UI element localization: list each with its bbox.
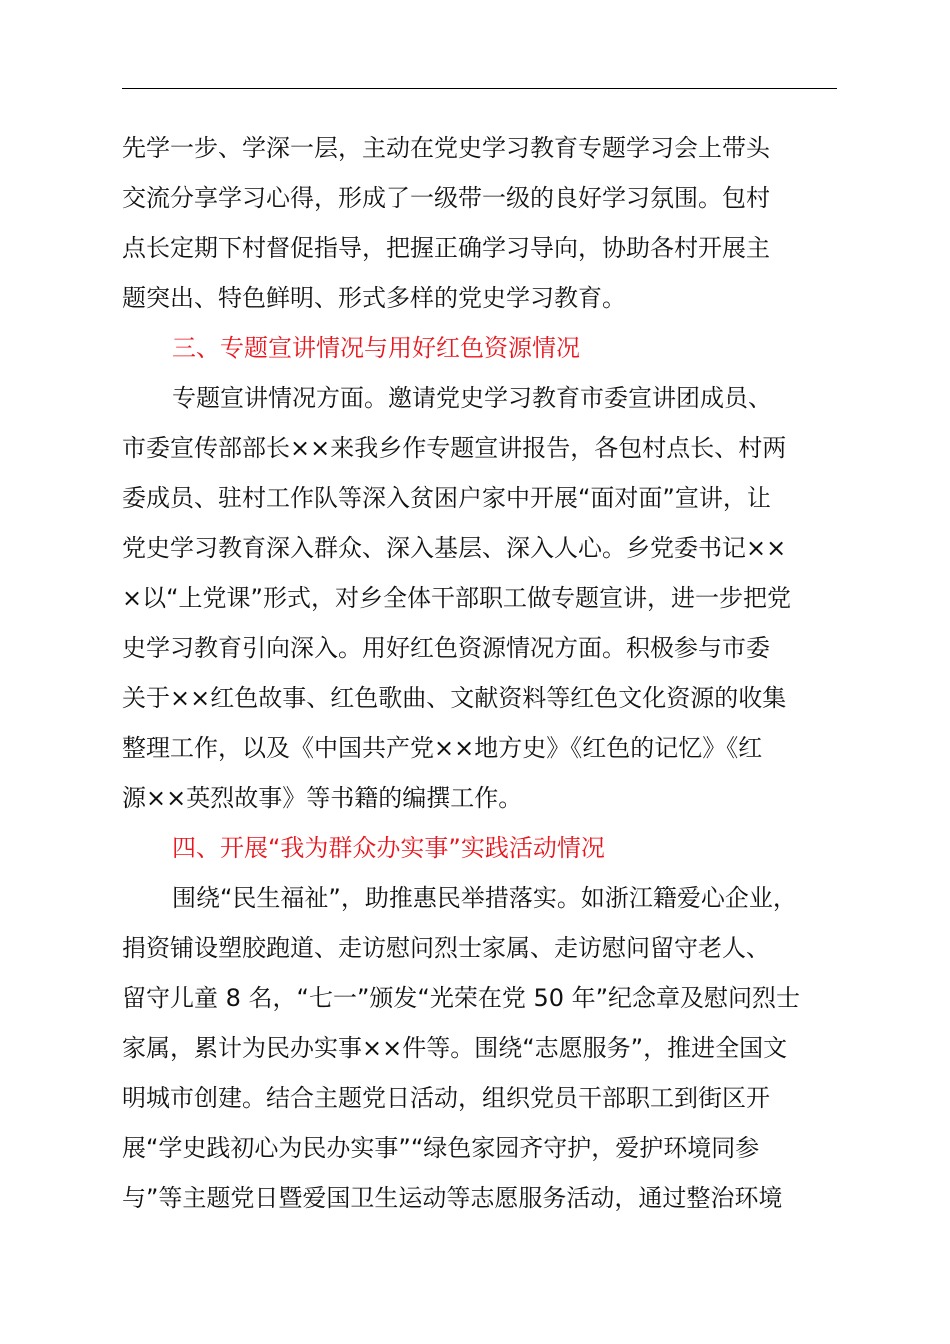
paragraph-line: 明城市创建。结合主题党日活动，组织党员干部职工到街区开 <box>122 1084 770 1112</box>
paragraph-line: 点长定期下村督促指导，把握正确学习导向，协助各村开展主 <box>122 234 770 262</box>
paragraph-line: 围绕“民生福祉”，助推惠民举措落实。如浙江籍爱心企业， <box>172 884 797 912</box>
paragraph-line: 市委宣传部部长××来我乡作专题宣讲报告，各包村点长、村两 <box>122 434 787 462</box>
section-heading: 三、专题宣讲情况与用好红色资源情况 <box>172 334 580 362</box>
paragraph-line: 交流分享学习心得，形成了一级带一级的良好学习氛围。包村 <box>122 184 770 212</box>
paragraph-line: 源××英烈故事》等书籍的编撰工作。 <box>122 784 523 812</box>
paragraph-line: 专题宣讲情况方面。邀请党史学习教育市委宣讲团成员、 <box>172 384 772 412</box>
paragraph-line: 先学一步、学深一层，主动在党史学习教育专题学习会上带头 <box>122 134 770 162</box>
paragraph-line: ×以“上党课”形式，对乡全体干部职工做专题宣讲，进一步把党 <box>122 584 791 612</box>
paragraph-line: 家属，累计为民办实事××件等。围绕“志愿服务”，推进全国文 <box>122 1034 788 1062</box>
header-rule <box>122 88 837 89</box>
paragraph-line: 与”等主题党日暨爱国卫生运动等志愿服务活动，通过整治环境 <box>122 1184 783 1212</box>
paragraph-line: 党史学习教育深入群众、深入基层、深入人心。乡党委书记×× <box>122 534 787 562</box>
paragraph-line: 留守儿童 8 名，“七一”颁发“光荣在党 50 年”纪念章及慰问烈士 <box>122 984 801 1012</box>
paragraph-line: 关于××红色故事、红色歌曲、文献资料等红色文化资源的收集 <box>122 684 787 712</box>
paragraph-line: 题突出、特色鲜明、形式多样的党史学习教育。 <box>122 284 626 312</box>
paragraph-line: 整理工作，以及《中国共产党××地方史》《红色的记忆》《红 <box>122 734 763 762</box>
paragraph-line: 捐资铺设塑胶跑道、走访慰问烈士家属、走访慰问留守老人、 <box>122 934 770 962</box>
section-heading: 四、开展“我为群众办实事”实践活动情况 <box>172 834 605 862</box>
paragraph-line: 史学习教育引向深入。用好红色资源情况方面。积极参与市委 <box>122 634 770 662</box>
paragraph-line: 展“学史践初心为民办实事”“绿色家园齐守护，爱护环境同参 <box>122 1134 760 1162</box>
paragraph-line: 委成员、驻村工作队等深入贫困户家中开展“面对面”宣讲，让 <box>122 484 771 512</box>
